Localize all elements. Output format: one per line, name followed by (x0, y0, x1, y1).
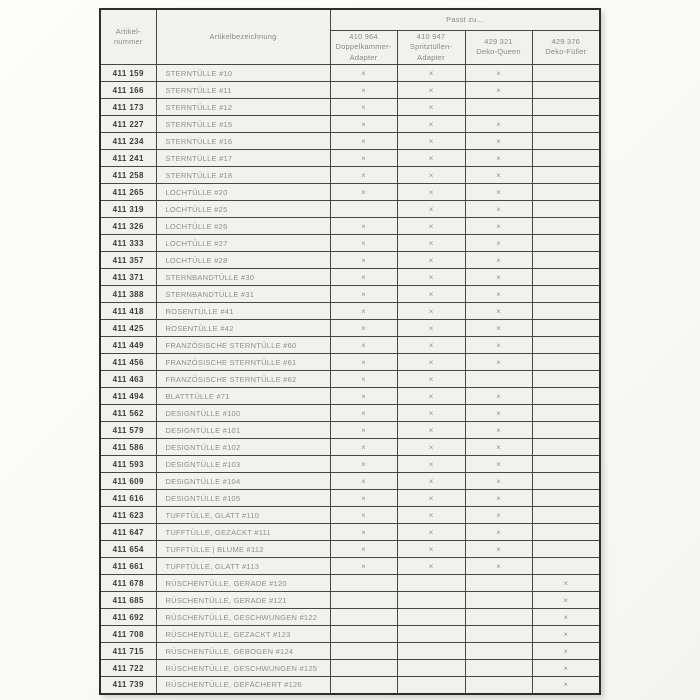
article-name-cell: RÜSCHENTÜLLE, GESCHWUNGEN #122 (156, 609, 330, 626)
table-row (100, 660, 600, 677)
compat-mark-cell (532, 320, 600, 337)
compat-mark-cell: × (465, 456, 532, 473)
artikelbezeichnung-column-header: Artikelbezeichnung (156, 9, 330, 65)
article-name-cell: STERNBANDTÜLLE #31 (156, 286, 330, 303)
compat-mark-cell: × (465, 116, 532, 133)
table-row (100, 218, 600, 235)
compat-mark-cell: × (397, 541, 465, 558)
article-number-cell: 411 623 (100, 507, 156, 524)
article-name-cell: STERNTÜLLE #11 (156, 82, 330, 99)
compat-mark-cell: × (330, 371, 397, 388)
compat-mark-cell (330, 609, 397, 626)
article-number-cell: 411 678 (100, 575, 156, 592)
article-name-cell: LOCHTÜLLE #20 (156, 184, 330, 201)
compat-mark-cell: × (397, 388, 465, 405)
compat-mark-cell (532, 82, 600, 99)
article-number-cell: 411 654 (100, 541, 156, 558)
article-name-cell: STERNTÜLLE #17 (156, 150, 330, 167)
compat-mark-cell: × (330, 439, 397, 456)
deko-fueller-column-header (532, 30, 600, 65)
table-row (100, 422, 600, 439)
compat-mark-cell (465, 371, 532, 388)
table-row (100, 150, 600, 167)
compat-mark-cell: × (397, 303, 465, 320)
compat-mark-cell (465, 99, 532, 116)
compat-mark-cell: × (397, 507, 465, 524)
article-number-cell: 411 449 (100, 337, 156, 354)
article-name-cell: DESIGNTÜLLE #102 (156, 439, 330, 456)
article-number-cell: 411 258 (100, 167, 156, 184)
compat-mark-cell: × (397, 252, 465, 269)
article-number-cell: 411 692 (100, 609, 156, 626)
article-number-cell: 411 708 (100, 626, 156, 643)
article-number-cell: 411 586 (100, 439, 156, 456)
compat-mark-cell (330, 592, 397, 609)
article-name-cell: BLATTTÜLLE #71 (156, 388, 330, 405)
compat-mark-cell (330, 677, 397, 694)
article-number-cell: 411 579 (100, 422, 156, 439)
compat-mark-cell: × (397, 99, 465, 116)
compat-mark-cell: × (465, 337, 532, 354)
article-name-cell: ROSENTÜLLE #42 (156, 320, 330, 337)
compat-mark-cell (465, 609, 532, 626)
compat-mark-cell (532, 269, 600, 286)
compat-mark-cell: × (397, 558, 465, 575)
table-row (100, 643, 600, 660)
table-row (100, 371, 600, 388)
compat-mark-cell: × (465, 507, 532, 524)
compat-mark-cell (330, 575, 397, 592)
article-name-cell: STERNTÜLLE #18 (156, 167, 330, 184)
compat-mark-cell: × (330, 133, 397, 150)
passt-zu-header: Passt zu... (330, 9, 600, 30)
compat-mark-cell (397, 609, 465, 626)
table-row (100, 507, 600, 524)
table-row (100, 609, 600, 626)
compat-mark-cell: × (465, 320, 532, 337)
compat-mark-cell: × (465, 354, 532, 371)
header-row-passt-zu (100, 9, 600, 30)
column-article-number: 410 964 (349, 31, 378, 41)
compat-mark-cell: × (465, 422, 532, 439)
compat-mark-cell: × (330, 269, 397, 286)
article-number-cell: 411 418 (100, 303, 156, 320)
compat-mark-cell (465, 677, 532, 694)
compat-mark-cell: × (465, 82, 532, 99)
article-name-cell: LOCHTÜLLE #25 (156, 201, 330, 218)
compat-mark-cell: × (465, 150, 532, 167)
table-row (100, 541, 600, 558)
compat-mark-cell: × (397, 184, 465, 201)
compat-mark-cell (532, 201, 600, 218)
table-row (100, 320, 600, 337)
article-name-cell: RÜSCHENTÜLLE, GEZACKT #123 (156, 626, 330, 643)
artikelnummer-column-header: Artikel- nummer (100, 9, 156, 65)
article-name-cell: RÜSCHENTÜLLE, GEBOGEN #124 (156, 643, 330, 660)
article-name-cell: STERNBANDTÜLLE #30 (156, 269, 330, 286)
compat-mark-cell: × (465, 439, 532, 456)
compat-mark-cell (532, 337, 600, 354)
compat-mark-cell: × (330, 218, 397, 235)
compat-mark-cell: × (397, 201, 465, 218)
compat-mark-cell: × (465, 405, 532, 422)
column-article-name: Deko-Queen (476, 47, 521, 57)
compat-mark-cell (532, 218, 600, 235)
article-number-cell: 411 722 (100, 660, 156, 677)
compat-mark-cell (330, 660, 397, 677)
compat-mark-cell (532, 422, 600, 439)
table-row (100, 490, 600, 507)
compat-mark-cell: × (465, 490, 532, 507)
column-article-name: Deko-Füller (545, 47, 587, 57)
article-name-cell: RÜSCHENTÜLLE, GESCHWUNGEN #125 (156, 660, 330, 677)
compat-mark-cell (532, 303, 600, 320)
article-name-cell: STERNTÜLLE #16 (156, 133, 330, 150)
compat-mark-cell: × (397, 371, 465, 388)
article-number-cell: 411 609 (100, 473, 156, 490)
compat-mark-cell (397, 592, 465, 609)
article-name-cell: ROSENTÜLLE #41 (156, 303, 330, 320)
article-number-cell: 411 685 (100, 592, 156, 609)
table-row (100, 235, 600, 252)
compat-mark-cell: × (330, 422, 397, 439)
column-article-name: Doppelkammer-Adapter (335, 42, 392, 62)
compat-mark-cell: × (465, 65, 532, 82)
article-name-cell: DESIGNTÜLLE #100 (156, 405, 330, 422)
table-row (100, 303, 600, 320)
article-number-cell: 411 227 (100, 116, 156, 133)
compat-mark-cell: × (397, 116, 465, 133)
compat-mark-cell: × (330, 473, 397, 490)
compat-mark-cell: × (465, 252, 532, 269)
compat-mark-cell (532, 252, 600, 269)
compat-mark-cell: × (397, 286, 465, 303)
article-name-cell: FRANZÖSISCHE STERNTÜLLE #61 (156, 354, 330, 371)
compat-mark-cell: × (330, 65, 397, 82)
compat-mark-cell: × (397, 405, 465, 422)
compat-mark-cell: × (330, 235, 397, 252)
column-article-number: 410 947 (416, 31, 446, 41)
compat-mark-cell (532, 235, 600, 252)
article-number-cell: 411 357 (100, 252, 156, 269)
article-number-cell: 411 241 (100, 150, 156, 167)
article-name-cell: LOCHTÜLLE #27 (156, 235, 330, 252)
compat-mark-cell: × (465, 133, 532, 150)
article-number-cell: 411 319 (100, 201, 156, 218)
compat-mark-cell: × (465, 218, 532, 235)
article-name-cell: LOCHTÜLLE #26 (156, 218, 330, 235)
table-row (100, 524, 600, 541)
compat-mark-cell: × (465, 235, 532, 252)
compat-mark-cell: × (465, 286, 532, 303)
compat-mark-cell: × (330, 150, 397, 167)
compat-mark-cell: × (330, 490, 397, 507)
article-name-cell: STERNTÜLLE #15 (156, 116, 330, 133)
compat-mark-cell: × (330, 99, 397, 116)
table-row (100, 456, 600, 473)
article-number-cell: 411 562 (100, 405, 156, 422)
article-name-cell: STERNTÜLLE #10 (156, 65, 330, 82)
compat-mark-cell: × (532, 626, 600, 643)
compat-mark-cell: × (397, 524, 465, 541)
article-name-cell: TUFFTÜLLE, GLATT #113 (156, 558, 330, 575)
article-name-cell: RÜSCHENTÜLLE, GERADE #121 (156, 592, 330, 609)
compat-mark-cell (532, 99, 600, 116)
table-row (100, 269, 600, 286)
compat-mark-cell: × (330, 456, 397, 473)
compat-mark-cell (532, 541, 600, 558)
compat-mark-cell: × (330, 507, 397, 524)
compat-mark-cell (397, 660, 465, 677)
compat-mark-cell: × (330, 354, 397, 371)
table-row (100, 133, 600, 150)
compat-mark-cell: × (397, 490, 465, 507)
compat-mark-cell: × (330, 116, 397, 133)
compat-mark-cell: × (397, 337, 465, 354)
table-row (100, 558, 600, 575)
compat-mark-cell (532, 490, 600, 507)
table-row (100, 388, 600, 405)
compat-mark-cell: × (397, 218, 465, 235)
compat-mark-cell (532, 558, 600, 575)
compat-mark-cell (532, 286, 600, 303)
article-name-cell: TUFFTÜLLE | BLUME #112 (156, 541, 330, 558)
article-number-cell: 411 333 (100, 235, 156, 252)
compat-mark-cell (532, 184, 600, 201)
article-number-cell: 411 647 (100, 524, 156, 541)
article-number-cell: 411 456 (100, 354, 156, 371)
compat-mark-cell: × (330, 286, 397, 303)
compat-mark-cell (330, 626, 397, 643)
compat-mark-cell: × (397, 235, 465, 252)
compatibility-table (99, 8, 601, 695)
compat-mark-cell: × (397, 133, 465, 150)
table-row (100, 252, 600, 269)
column-article-number: 429 376 (551, 36, 581, 46)
compat-mark-cell: × (465, 303, 532, 320)
article-number-cell: 411 715 (100, 643, 156, 660)
compat-mark-cell (465, 660, 532, 677)
article-number-cell: 411 388 (100, 286, 156, 303)
compat-mark-cell: × (330, 303, 397, 320)
compat-mark-cell: × (330, 524, 397, 541)
article-name-cell: LOCHTÜLLE #28 (156, 252, 330, 269)
compat-mark-cell: × (397, 320, 465, 337)
compat-mark-cell: × (532, 677, 600, 694)
compat-mark-cell: × (532, 643, 600, 660)
article-number-cell: 411 616 (100, 490, 156, 507)
compat-mark-cell: × (465, 473, 532, 490)
compat-mark-cell (465, 626, 532, 643)
article-name-cell: DESIGNTÜLLE #104 (156, 473, 330, 490)
article-name-cell: FRANZÖSISCHE STERNTÜLLE #60 (156, 337, 330, 354)
compat-mark-cell (330, 643, 397, 660)
deko-queen-column-header (465, 30, 532, 65)
compat-mark-cell (397, 575, 465, 592)
compat-mark-cell (532, 507, 600, 524)
table-row (100, 575, 600, 592)
article-number-cell: 411 739 (100, 677, 156, 694)
article-number-cell: 411 265 (100, 184, 156, 201)
compat-mark-cell: × (397, 150, 465, 167)
article-number-cell: 411 234 (100, 133, 156, 150)
compat-mark-cell (532, 116, 600, 133)
column-article-number: 429 321 (484, 36, 513, 46)
article-name-cell: RÜSCHENTÜLLE, GERADE #120 (156, 575, 330, 592)
article-number-cell: 411 593 (100, 456, 156, 473)
article-name-cell: STERNTÜLLE #12 (156, 99, 330, 116)
table-row (100, 473, 600, 490)
compat-mark-cell (532, 405, 600, 422)
compat-mark-cell: × (465, 184, 532, 201)
article-number-cell: 411 173 (100, 99, 156, 116)
compat-mark-cell (532, 150, 600, 167)
compat-mark-cell (532, 371, 600, 388)
compat-mark-cell: × (397, 269, 465, 286)
compat-mark-cell: × (397, 354, 465, 371)
article-number-cell: 411 159 (100, 65, 156, 82)
article-name-cell: DESIGNTÜLLE #105 (156, 490, 330, 507)
compat-mark-cell (330, 201, 397, 218)
compat-mark-cell: × (532, 660, 600, 677)
table-row (100, 286, 600, 303)
doppelkammer-adapter-column-header (330, 30, 397, 65)
compat-mark-cell (465, 643, 532, 660)
table-row (100, 592, 600, 609)
table-row (100, 82, 600, 99)
compat-mark-cell: × (465, 541, 532, 558)
table-row (100, 116, 600, 133)
compat-mark-cell: × (465, 167, 532, 184)
compat-mark-cell: × (330, 405, 397, 422)
compat-mark-cell (532, 388, 600, 405)
article-number-cell: 411 371 (100, 269, 156, 286)
compat-mark-cell: × (397, 439, 465, 456)
table-row (100, 201, 600, 218)
table-row (100, 337, 600, 354)
table-row (100, 626, 600, 643)
table-body (100, 65, 600, 694)
compat-mark-cell (532, 133, 600, 150)
compat-mark-cell: × (397, 167, 465, 184)
article-name-cell: TUFFTÜLLE, GEZACKT #111 (156, 524, 330, 541)
column-article-name: Spritztüllen-Adapter (409, 42, 453, 62)
compat-mark-cell: × (330, 541, 397, 558)
compat-mark-cell (397, 677, 465, 694)
compat-mark-cell (532, 456, 600, 473)
compat-mark-cell: × (465, 388, 532, 405)
article-number-cell: 411 463 (100, 371, 156, 388)
article-name-cell: FRANZÖSISCHE STERNTÜLLE #62 (156, 371, 330, 388)
compat-mark-cell: × (532, 592, 600, 609)
article-number-cell: 411 494 (100, 388, 156, 405)
compat-mark-cell: × (330, 337, 397, 354)
compat-mark-cell (465, 592, 532, 609)
compat-mark-cell: × (397, 422, 465, 439)
compat-mark-cell: × (330, 184, 397, 201)
table-row (100, 354, 600, 371)
compat-mark-cell: × (330, 167, 397, 184)
article-name-cell: DESIGNTÜLLE #101 (156, 422, 330, 439)
article-number-cell: 411 425 (100, 320, 156, 337)
table-row (100, 99, 600, 116)
table-row (100, 677, 600, 694)
compat-mark-cell: × (465, 558, 532, 575)
compat-mark-cell (397, 643, 465, 660)
compat-mark-cell (532, 354, 600, 371)
article-name-cell: TUFFTÜLLE, GLATT #110 (156, 507, 330, 524)
compat-mark-cell (465, 575, 532, 592)
compat-mark-cell: × (465, 269, 532, 286)
table-row (100, 167, 600, 184)
spritztuellen-adapter-column-header (397, 30, 465, 65)
compat-mark-cell (532, 167, 600, 184)
compat-mark-cell: × (397, 473, 465, 490)
compat-mark-cell: × (397, 456, 465, 473)
table-row (100, 439, 600, 456)
article-name-cell: RÜSCHENTÜLLE, GEFÄCHERT #126 (156, 677, 330, 694)
article-number-cell: 411 166 (100, 82, 156, 99)
table-header (100, 9, 600, 65)
compat-mark-cell: × (465, 524, 532, 541)
table-row (100, 405, 600, 422)
compat-mark-cell: × (330, 320, 397, 337)
compat-mark-cell: × (330, 82, 397, 99)
compat-mark-cell: × (397, 65, 465, 82)
compat-mark-cell: × (397, 82, 465, 99)
article-number-cell: 411 661 (100, 558, 156, 575)
compat-mark-cell: × (532, 575, 600, 592)
table-row (100, 65, 600, 82)
article-number-cell: 411 326 (100, 218, 156, 235)
compat-mark-cell (532, 439, 600, 456)
compat-mark-cell: × (330, 252, 397, 269)
compat-mark-cell (532, 65, 600, 82)
compat-mark-cell (532, 473, 600, 490)
compat-mark-cell (532, 524, 600, 541)
article-name-cell: DESIGNTÜLLE #103 (156, 456, 330, 473)
compat-mark-cell (397, 626, 465, 643)
compat-mark-cell: × (330, 388, 397, 405)
compat-mark-cell: × (330, 558, 397, 575)
table-row (100, 184, 600, 201)
compat-mark-cell: × (532, 609, 600, 626)
compat-mark-cell: × (465, 201, 532, 218)
